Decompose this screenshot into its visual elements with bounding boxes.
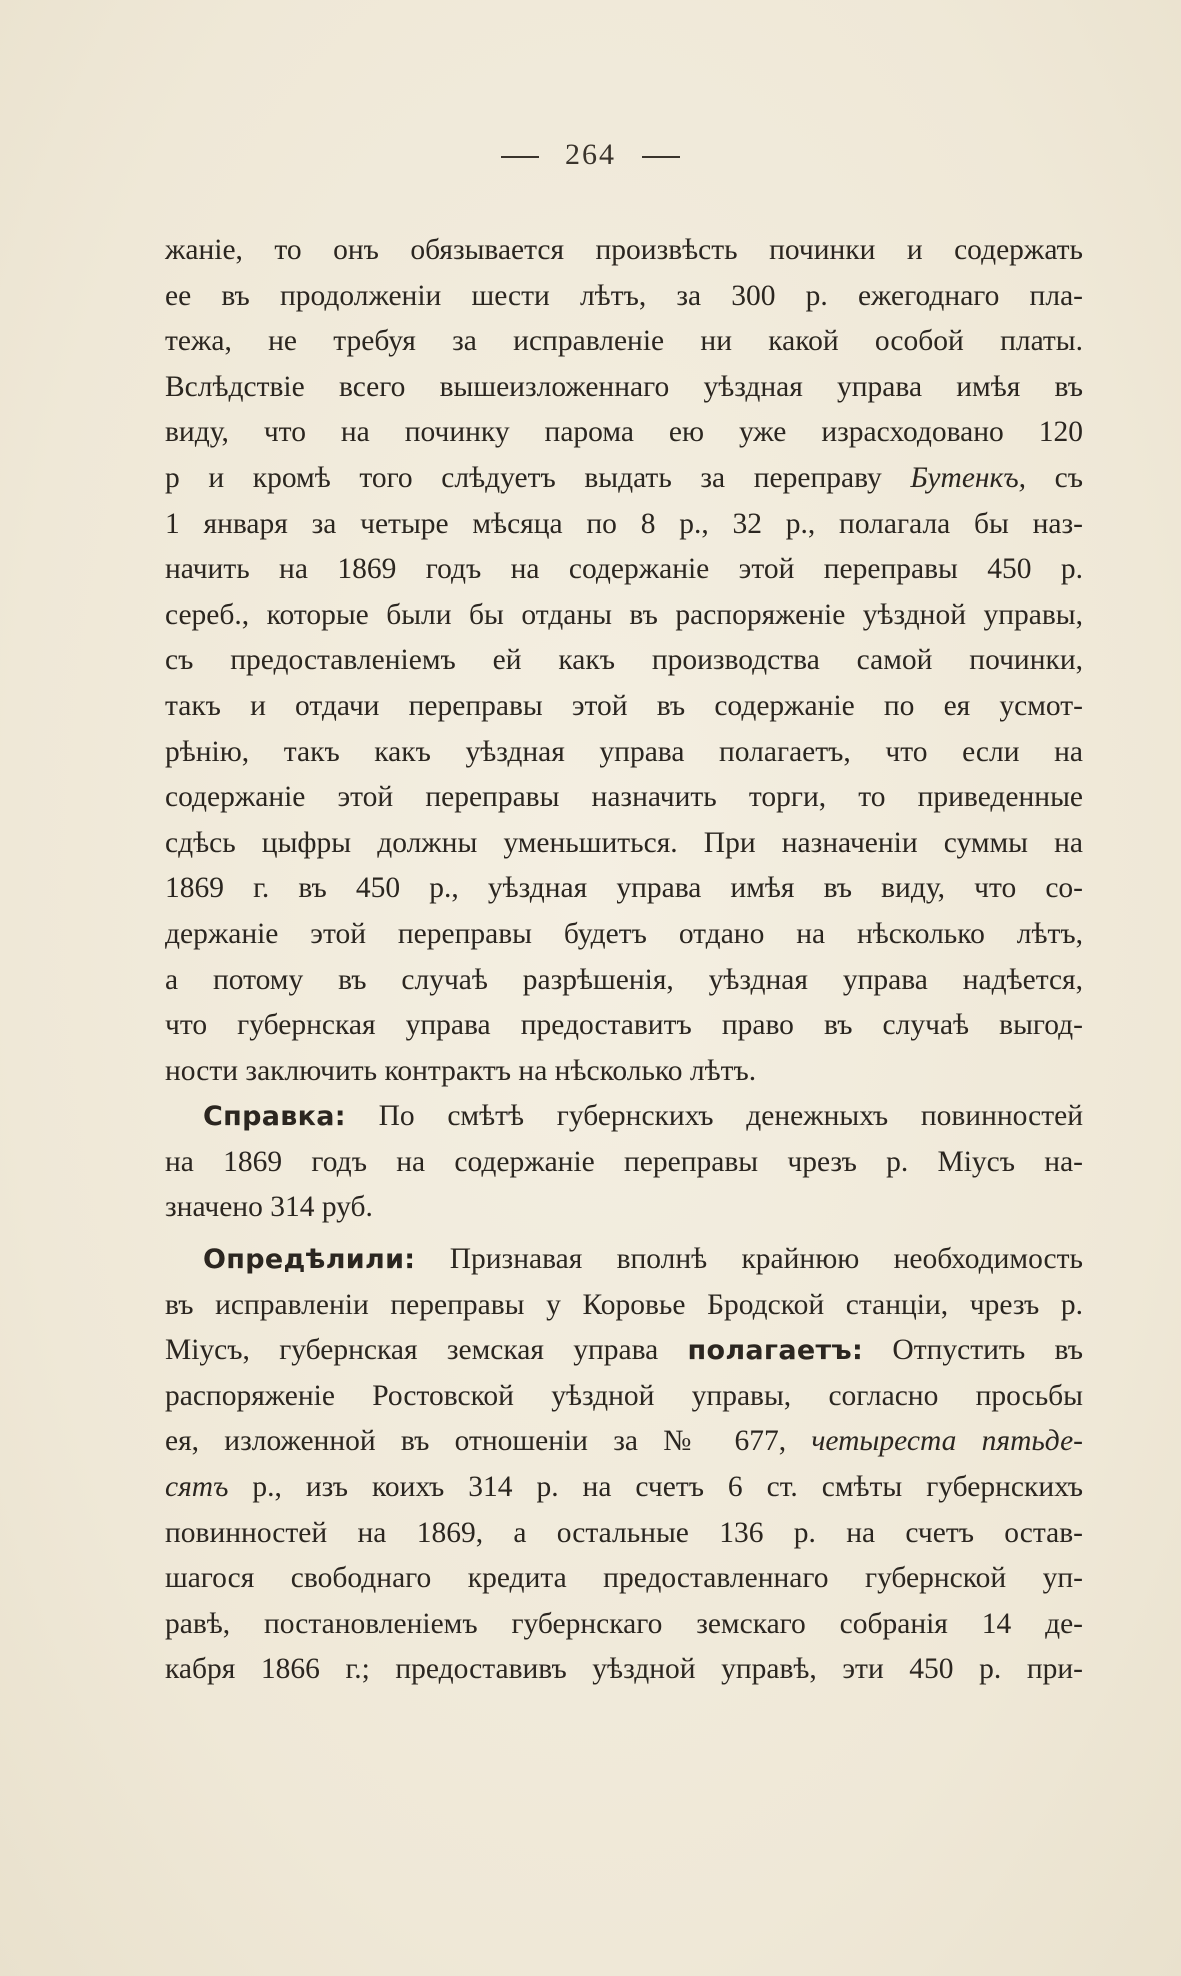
- text-line: ности заключить контрактъ на нѣсколько лѣтъ.: [165, 1054, 757, 1087]
- text-line: сдѣсь цыфры должны уменьшиться. При назначеніи суммы на: [165, 826, 1083, 859]
- opredelili-heading: Опредѣлили:: [203, 1244, 416, 1276]
- text-line-part: р и кромѣ того слѣдуетъ выдать за переправу Бутенкъ, съ: [165, 461, 1083, 494]
- text-line: Вслѣдствіе всего вышеизложеннаго уѣздная управа имѣя въ: [165, 370, 1083, 403]
- opredelili-first-line: [165, 1237, 1083, 1283]
- text-line-part: Признавая вполнѣ крайнюю необходимость: [449, 1243, 1083, 1276]
- body-text: [165, 228, 1083, 1693]
- text-line: 1869 г. въ 450 р., уѣздная управа имѣя въ виду, что со-: [165, 872, 1083, 905]
- text-line-with-italic: [165, 456, 1083, 502]
- text-line-part: ея, изложенной въ отношеніи за № 677,: [165, 1425, 787, 1458]
- text-line: начить на 1869 годъ на содержаніе этой переправы 450 р.: [165, 553, 1083, 586]
- text-line: съ предоставленіемъ ей какъ производства самой починки,: [165, 644, 1083, 677]
- text-line: что губернская управа предоставитъ право въ случаѣ выгод-: [165, 1009, 1083, 1042]
- text-line: тежа, не требуя за исправленіе ни какой особой платы.: [165, 325, 1083, 358]
- text-line: повинностей на 1869, а остальные 136 р. на счетъ остав-: [165, 1516, 1083, 1549]
- page-number-value: 264: [565, 138, 616, 171]
- text-line-part: Отпустить въ: [892, 1334, 1083, 1367]
- page-number: [0, 138, 1181, 172]
- text-line: а потому въ случаѣ разрѣшенія, уѣздная управа надѣется,: [165, 963, 1083, 996]
- dash-right: [642, 156, 680, 158]
- dash-left: [501, 156, 539, 158]
- text-line: значено 314 руб.: [165, 1191, 373, 1224]
- italic-amount: четыреста пятьде-: [811, 1425, 1084, 1458]
- text-line-with-italic: [165, 1419, 1083, 1465]
- text-line-with-italic: [165, 1465, 1083, 1511]
- text-line: шагося свободнаго кредита предоставленнаго губернской уп-: [165, 1562, 1083, 1595]
- text-line: равѣ, постановленіемъ губернскаго земскаго собранія 14 де-: [165, 1607, 1083, 1640]
- text-line: жаніе, то онъ обязывается произвѣсть починки и содержать: [165, 234, 1083, 266]
- text-line-part: Міусъ, губернская земская управа: [165, 1334, 659, 1367]
- text-line: содержаніе этой переправы назначить торги, то приведенные: [165, 781, 1083, 814]
- text-line-part: По смѣтѣ губернскихъ денежныхъ повинностей: [378, 1100, 1083, 1133]
- text-line-part: р., изъ коихъ 314 р. на счетъ 6 ст. смѣты губернскихъ: [252, 1471, 1084, 1504]
- text-line: распоряженіе Ростовской уѣздной управы, согласно просьбы: [165, 1379, 1083, 1412]
- text-line: въ исправленіи переправы у Коровье Бродской станціи, чрезъ р.: [165, 1288, 1083, 1321]
- text-line: рѣнію, такъ какъ уѣздная управа полагаетъ, что если на: [165, 735, 1083, 768]
- italic-name: Бутенкъ,: [910, 461, 1027, 494]
- text-line: на 1869 годъ на содержаніе переправы чрезъ р. Міусъ на-: [165, 1145, 1083, 1178]
- inline-bold-word: полагаетъ:: [687, 1335, 864, 1367]
- text-line: такъ и отдачи переправы этой въ содержаніе по ея усмот-: [165, 689, 1083, 722]
- text-line-with-bold: [165, 1328, 1083, 1374]
- text-line: держаніе этой переправы будетъ отдано на нѣсколько лѣтъ,: [165, 917, 1083, 950]
- spravka-heading: Справка:: [203, 1101, 346, 1133]
- spravka-first-line: [165, 1094, 1083, 1140]
- text-line: сереб., которые были бы отданы въ распоряженіе уѣздной управы,: [165, 598, 1083, 631]
- text-line: виду, что на починку парома ею уже израсходовано 120: [165, 416, 1083, 449]
- italic-amount-end: сятъ: [165, 1471, 229, 1504]
- text-line: ее въ продолженіи шести лѣтъ, за 300 р. ежегоднаго пла-: [165, 279, 1083, 312]
- text-line: 1 января за четыре мѣсяца по 8 р., 32 р., полагала бы наз-: [165, 507, 1083, 540]
- text-line: кабря 1866 г.; предоставивъ уѣздной управѣ, эти 450 р. при-: [165, 1653, 1083, 1686]
